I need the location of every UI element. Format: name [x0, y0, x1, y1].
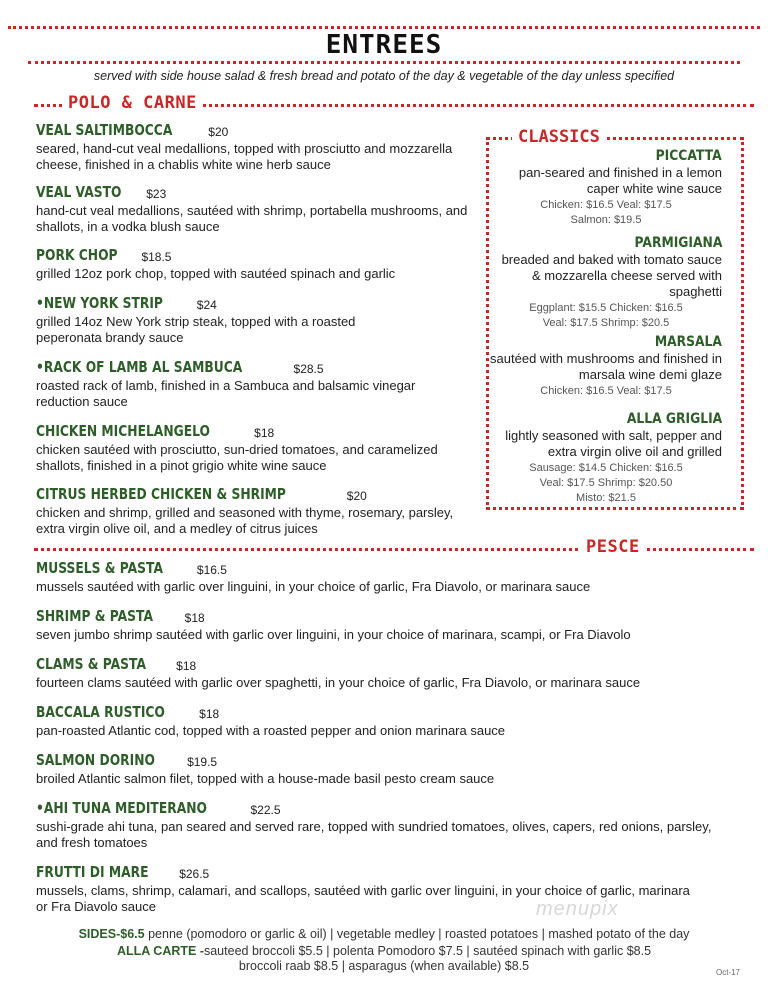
- menu-item: [36, 484, 456, 537]
- classics-item-prices: Chicken: $16.5 Veal: $17.5: [540, 199, 672, 211]
- alla-carte-text: sauteed broccoli $5.5 | polenta Pomodoro $7.5 | sautéed spinach with garlic $8.5: [203, 944, 652, 958]
- pesce-rule: [34, 548, 754, 551]
- classics-item-name: PARMIGIANA: [634, 235, 722, 251]
- item-name: MUSSELS & PASTA: [36, 559, 164, 577]
- item-description: roasted rack of lamb, finished in a Sambuca and balsamic vinegar reduction sauce: [36, 378, 416, 409]
- item-description: mussels sautéed with garlic over linguini, in your choice of garlic, Fra Diavolo, or marinara sauce: [36, 579, 591, 594]
- item-name: •NEW YORK STRIP: [36, 294, 163, 312]
- item-description: fourteen clams sautéed with garlic over spaghetti, in your choice of garlic, Fra Diavolo, or marinara sauce: [36, 675, 641, 690]
- item-name: CHICKEN MICHELANGELO: [36, 422, 210, 440]
- top-dotted-rule: [8, 26, 760, 29]
- item-name: CITRUS HERBED CHICKEN & SHRIMP: [36, 485, 286, 503]
- item-price: $20: [346, 489, 367, 503]
- classics-item-prices: Veal: $17.5 Shrimp: $20.5: [542, 317, 670, 329]
- alla-carte-line-2: broccoli raab $8.5 | asparagus (when available) $8.5: [238, 959, 530, 973]
- date-code: Oct-17: [716, 968, 741, 977]
- item-name: •RACK OF LAMB AL SAMBUCA: [36, 358, 243, 376]
- item-price: $16.5: [196, 563, 227, 577]
- item-price: $18.5: [141, 250, 172, 264]
- sides-text: penne (pomodoro or garlic & oil) | vegetable medley | roasted potatoes | mashed potato of the day: [144, 927, 690, 941]
- menu-item: [36, 750, 736, 787]
- item-price: $18: [176, 659, 197, 673]
- menu-item: [36, 293, 416, 346]
- item-price: $26.5: [179, 867, 210, 881]
- item-price: $20: [208, 125, 229, 139]
- item-description: chicken sautéed with prosciutto, sun-dried tomatoes, and caramelized shallots, finished in a pinot grigio white wine sauce: [36, 442, 438, 473]
- item-price: $18: [254, 426, 275, 440]
- menu-item: [36, 120, 476, 173]
- classics-item: [490, 234, 722, 330]
- classics-item: [490, 147, 722, 227]
- item-description: broiled Atlantic salmon filet, topped with a house-made basil pesto cream sauce: [36, 771, 495, 786]
- sides-line: [0, 926, 768, 942]
- title-dotted-rule: [28, 61, 740, 64]
- item-description: mussels, clams, shrimp, calamari, and scallops, sautéed with garlic over linguini, in your choice of garlic, marinara or Fra Diavolo sauce: [36, 883, 690, 914]
- menu-item: [36, 421, 456, 474]
- classics-item-prices: Salmon: $19.5: [570, 214, 642, 226]
- menu-item: [36, 606, 736, 643]
- item-description: chicken and shrimp, grilled and seasoned with thyme, rosemary, parsley, extra virgin olive oil, and a medley of citrus juices: [36, 505, 454, 536]
- classics-item-name: PICCATTA: [656, 148, 722, 164]
- menu-item: [36, 798, 716, 851]
- classics-item-name: MARSALA: [654, 334, 722, 350]
- classics-item: [490, 333, 722, 398]
- classics-item-prices: Eggplant: $15.5 Chicken: $16.5: [529, 302, 683, 314]
- menu-item: [36, 654, 736, 691]
- sides-label: SIDES-$6.5: [78, 927, 145, 941]
- item-name: PORK CHOP: [36, 246, 118, 264]
- menu-item: [36, 558, 736, 595]
- item-name: FRUTTI DI MARE: [36, 863, 149, 881]
- menu-item: [36, 245, 476, 282]
- classics-item-description: sautéed with mushrooms and finished in marsala wine demi glaze: [490, 351, 722, 382]
- item-description: pan-roasted Atlantic cod, topped with a roasted pepper and onion marinara sauce: [36, 723, 506, 738]
- classics-item-prices: Sausage: $14.5 Chicken: $16.5: [529, 462, 683, 474]
- page-subtitle: served with side house salad & fresh bread and potato of the day & vegetable of the day unless specified: [93, 69, 675, 83]
- item-price: $24: [196, 298, 217, 312]
- item-name: CLAMS & PASTA: [36, 655, 146, 673]
- item-name: VEAL VASTO: [36, 183, 122, 201]
- section-heading-polo-carne: POLO & CARNE: [62, 93, 203, 113]
- classics-item-prices: Misto: $21.5: [576, 492, 636, 504]
- item-name: SALMON DORINO: [36, 751, 155, 769]
- section-heading-pesce: PESCE: [580, 537, 646, 557]
- menu-item: [36, 182, 476, 235]
- watermark-logo: menupix: [536, 898, 619, 920]
- item-description: grilled 12oz pork chop, topped with sautéed spinach and garlic: [36, 266, 396, 281]
- alla-carte-label: ALLA CARTE -: [116, 944, 204, 958]
- classics-item-description: lightly seasoned with salt, pepper and extra virgin olive oil and grilled: [505, 428, 722, 459]
- item-name: VEAL SALTIMBOCCA: [36, 121, 173, 139]
- classics-item-prices: Chicken: $16.5 Veal: $17.5: [540, 385, 672, 397]
- item-price: $23: [146, 187, 167, 201]
- item-name: BACCALA RUSTICO: [36, 703, 165, 721]
- item-price: $28.5: [293, 362, 324, 376]
- classics-item: [490, 410, 722, 505]
- classics-item-description: breaded and baked with tomato sauce & mozzarella cheese served with spaghetti: [501, 252, 722, 299]
- classics-item-name: ALLA GRIGLIA: [626, 411, 722, 427]
- item-price: $18: [184, 611, 205, 625]
- section-heading-classics: CLASSICS: [512, 127, 606, 147]
- menu-item: [36, 357, 416, 410]
- item-description: seared, hand-cut veal medallions, topped with prosciutto and mozzarella cheese, finished in a chablis white wine herb sauce: [36, 141, 453, 172]
- item-name: •AHI TUNA MEDITERANO: [36, 799, 207, 817]
- item-price: $22.5: [250, 803, 281, 817]
- item-description: grilled 14oz New York strip steak, topped with a roasted peperonata brandy sauce: [36, 314, 356, 345]
- item-description: sushi-grade ahi tuna, pan seared and served rare, topped with sundried tomatoes, olives, capers, red onions, parsley, and fresh tomatoes: [36, 819, 712, 850]
- classics-item-prices: Veal: $17.5 Shrimp: $20.50: [539, 477, 673, 489]
- item-price: $19.5: [187, 755, 218, 769]
- item-description: seven jumbo shrimp sautéed with garlic over linguini, in your choice of marinara, scampi, or Fra Diavolo: [36, 627, 631, 642]
- item-price: $18: [199, 707, 220, 721]
- menu-item: [36, 702, 736, 739]
- classics-item-description: pan-seared and finished in a lemon caper white wine sauce: [518, 165, 722, 196]
- alla-carte-line: [0, 943, 768, 959]
- page-title: ENTREES: [325, 30, 443, 60]
- item-name: SHRIMP & PASTA: [36, 607, 153, 625]
- item-description: hand-cut veal medallions, sautéed with shrimp, portabella mushrooms, and shallots, in a vodka blush sauce: [36, 203, 468, 234]
